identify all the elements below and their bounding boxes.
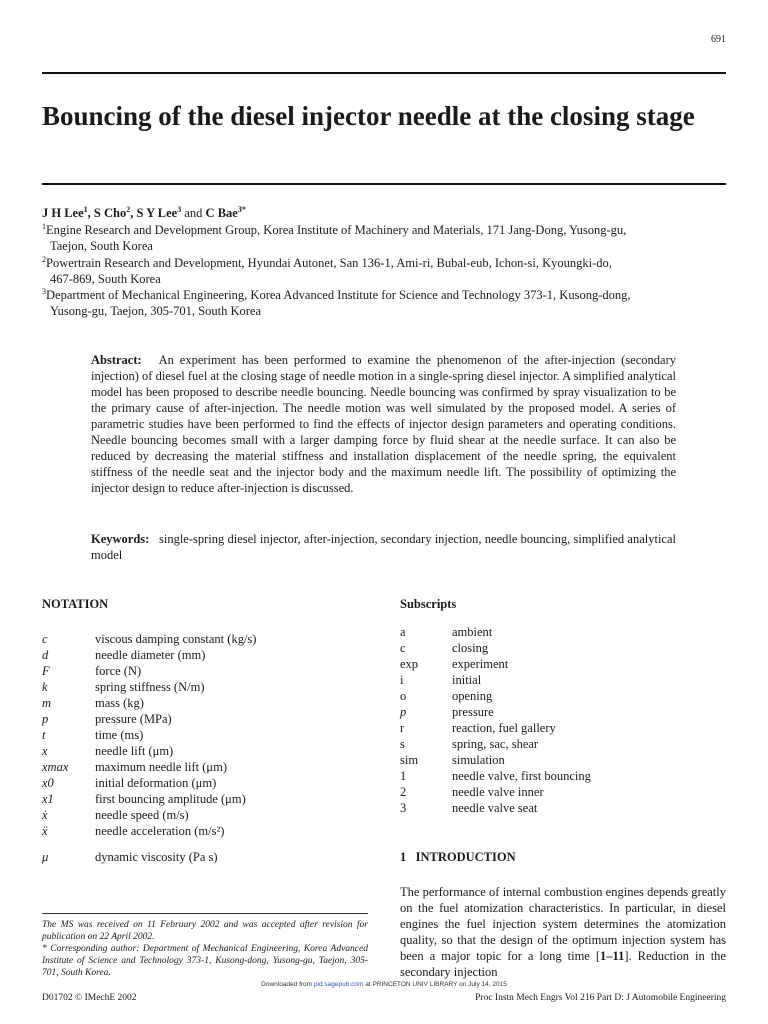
subscript-symbol: 2 (400, 785, 407, 799)
page-number: 691 (711, 34, 726, 45)
subscript-definition: needle valve, first bouncing (452, 769, 591, 783)
author-separator: , (87, 206, 94, 220)
affiliation-line: Department of Mechanical Engineering, Korea Advanced Institute for Science and Technology 373-1, Kusong-dong, (46, 288, 631, 302)
author-affiliation-mark: 1 (83, 204, 88, 214)
notation-symbol: x (42, 744, 48, 758)
notation-symbol: m (42, 696, 52, 710)
subscript-symbol: 1 (400, 769, 407, 783)
subscript-definition: needle valve inner (452, 785, 544, 799)
subscript-definition: closing (452, 641, 489, 655)
subscript-symbol: o (400, 689, 407, 703)
notation-symbol: x0 (42, 776, 54, 790)
affiliation-line: Engine Research and Development Group, Korea Institute of Machinery and Materials, 171 Jang-Dong, Yusong-gu, (46, 223, 627, 237)
notation-definition: force (N) (95, 664, 142, 678)
author-list (42, 206, 246, 221)
subscript-definition: needle valve seat (452, 801, 538, 815)
notation-symbol: d (42, 648, 49, 662)
affiliation-2 (42, 255, 726, 287)
footnote (42, 919, 368, 979)
abstract-label: Abstract: (91, 353, 142, 367)
notation-heading: NOTATION (42, 597, 109, 611)
subscript-definition: initial (452, 673, 482, 687)
citation-refs: 1–11 (600, 949, 625, 963)
author-name: C Bae (205, 206, 238, 220)
abstract (91, 352, 676, 496)
author-name: J H Lee (42, 206, 84, 220)
footer-code: D01702 © IMechE 2002 (42, 993, 137, 1003)
subscript-symbol: s (400, 737, 405, 751)
notation-definition: needle acceleration (m/s²) (95, 824, 225, 838)
keywords (91, 531, 676, 563)
author-name: S Y Lee (136, 206, 178, 220)
subscript-symbol: r (400, 721, 405, 735)
affiliation-line: 467-869, South Korea (50, 272, 161, 286)
keywords-text: single-spring diesel injector, after-injection, secondary injection, needle bouncing, simplified analytical model (91, 532, 676, 562)
notation-definition: maximum needle lift (μm) (95, 760, 228, 774)
notation-symbol: ẍ (42, 824, 48, 838)
notation-definition: initial deformation (μm) (95, 776, 217, 790)
footer-journal: Proc Instn Mech Engrs Vol 216 Part D: J Automobile Engineering (475, 993, 726, 1003)
abstract-text: An experiment has been performed to examine the phenomenon of the after-injection (secondary injection) of diesel fuel at the closing stage of needle motion in a single-spring diesel injector. A simplified analytical model has been proposed to describe needle bouncing. Needle bouncing was confirmed by spray visualization to be the primary cause of after-injection. The needle motion was well simulated by the proposed model. A series of parametric studies have been performed to find the effects of injector design parameters and operating conditions. Needle bouncing becomes small with a larger damping force by fluid shear at the needle surface. It can also be reduced by decreasing the material stiffness and installation displacement of the needle spring, the equivalent stiffness of the needle seat and the injector body and the maximum needle lift. The possibility of optimizing the injector design to reduce after-injection is discussed. (91, 353, 676, 495)
subscript-symbol: sim (400, 753, 419, 767)
affiliation-line: Taejon, South Korea (50, 239, 153, 253)
author-affiliation-mark: 3* (237, 204, 246, 214)
affiliation-line: Powertrain Research and Development, Hyundai Autonet, San 136-1, Ami-ri, Bubal-eub, Ichon-si, Kyoungki-do, (46, 256, 612, 270)
affiliation-mark: 1 (42, 221, 46, 231)
subscript-definition: ambient (452, 625, 493, 639)
subscripts-heading: Subscripts (400, 597, 457, 611)
notation-definition: needle lift (μm) (95, 744, 174, 758)
notation-definition: viscous damping constant (kg/s) (95, 632, 257, 646)
footnote-received: The MS was received on 11 February 2002 and was accepted after revision for publication on 22 April 2002. (42, 920, 368, 942)
introduction-text-part: ]. Reduction in the secondary injection (400, 949, 726, 979)
subscript-definition: reaction, fuel gallery (452, 721, 556, 735)
notation-symbol: x1 (42, 792, 54, 806)
notation-definition: needle speed (m/s) (95, 808, 189, 822)
introduction-text (400, 884, 726, 980)
subscript-symbol: i (400, 673, 404, 687)
subscript-definition: experiment (452, 657, 509, 671)
download-link[interactable]: pid.sagepub.com (313, 981, 364, 988)
footnote-corresponding: * Corresponding author: Department of Mechanical Engineering, Korea Advanced Institute of Science and Technology 373-1, Kusong-dong, Yusong-gu, Taejon, 305-701, South Korea. (42, 944, 368, 978)
author-affiliation-mark: 2 (126, 204, 131, 214)
affiliation-3 (42, 287, 726, 319)
download-notice (0, 981, 768, 988)
subscript-definition: spring, sac, shear (452, 737, 539, 751)
top-rule (42, 72, 726, 74)
notation-definition: first bouncing amplitude (μm) (95, 792, 246, 806)
subscript-symbol: p (400, 705, 407, 719)
author-separator: and (181, 206, 206, 220)
subscript-symbol: c (400, 641, 406, 655)
subscript-definition: simulation (452, 753, 505, 767)
author-name: S Cho (93, 206, 127, 220)
notation-symbol: ẋ (42, 808, 48, 822)
affiliation-line: Yusong-gu, Taejon, 305-701, South Korea (50, 304, 262, 318)
subscript-symbol: 3 (400, 801, 407, 815)
notation-definition: mass (kg) (95, 696, 144, 710)
footnote-rule (42, 913, 368, 914)
subscript-definition: opening (452, 689, 493, 703)
author-affiliation-mark: 3 (177, 204, 182, 214)
download-prefix: Downloaded from (261, 981, 314, 988)
notation-definition: spring stiffness (N/m) (95, 680, 205, 694)
notation-symbol: t (42, 728, 46, 742)
subscript-definition: pressure (452, 705, 494, 719)
notation-symbol: xmax (42, 760, 69, 774)
notation-definition: dynamic viscosity (Pa s) (95, 850, 218, 864)
affiliation-mark: 3 (42, 286, 46, 296)
notation-definition: pressure (MPa) (95, 712, 172, 726)
keywords-label: Keywords: (91, 532, 150, 546)
notation-symbol: k (42, 680, 48, 694)
notation-definition: needle diameter (mm) (95, 648, 206, 662)
notation-definition: time (ms) (95, 728, 144, 742)
paper-title: Bouncing of the diesel injector needle at the closing stage (42, 101, 695, 131)
introduction-heading: 1 INTRODUCTION (400, 850, 516, 864)
author-separator: , (130, 206, 137, 220)
affiliation-1 (42, 222, 726, 254)
subscript-symbol: a (400, 625, 406, 639)
notation-symbol: μ (42, 850, 49, 864)
affiliation-mark: 2 (42, 254, 46, 264)
notation-symbol: F (42, 664, 50, 678)
subscript-symbol: exp (400, 657, 419, 671)
title-rule (42, 183, 726, 185)
notation-symbol: p (42, 712, 49, 726)
notation-symbol: c (42, 632, 48, 646)
download-suffix: at PRINCETON UNIV LIBRARY on July 14, 2015 (363, 981, 507, 988)
introduction-text-part: The performance of internal combustion engines depends greatly on the fuel atomization characteristics. In particular, in diesel engines the fuel injection system determines the atomization quality, so that the design of the optimum injection system has been a major topic for a long time [ (400, 885, 726, 963)
